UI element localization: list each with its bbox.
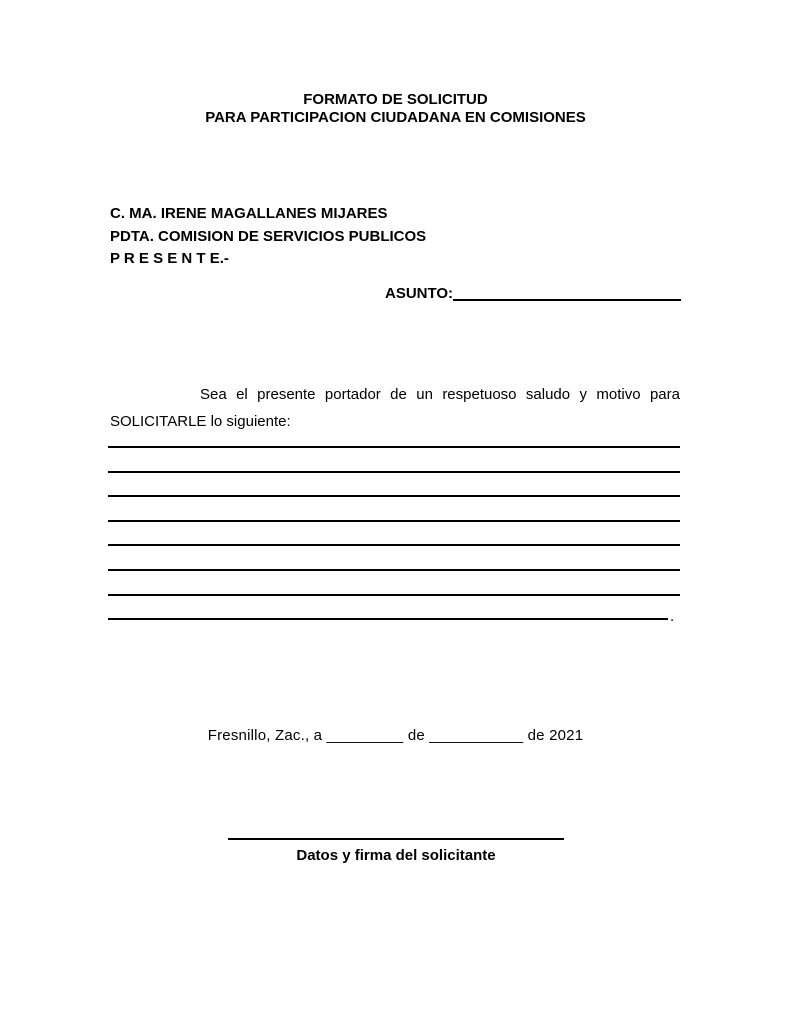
- document-title-line-2: PARA PARTICIPACION CIUDADANA EN COMISIONES: [205, 109, 586, 126]
- trailing-period: .: [670, 608, 675, 626]
- addressee-block: [110, 203, 426, 271]
- writing-line[interactable]: [108, 495, 680, 497]
- subject-blank-field[interactable]: [453, 287, 681, 301]
- body-paragraph-line-2: SOLICITARLE lo siguiente:: [110, 413, 291, 430]
- addressee-name: C. MA. IRENE MAGALLANES MIJARES: [110, 205, 388, 222]
- addressee-position: PDTA. COMISION DE SERVICIOS PUBLICOS: [110, 227, 427, 245]
- signature-line[interactable]: [228, 838, 564, 840]
- signature-caption: Datos y firma del solicitante: [296, 847, 496, 864]
- document-title-line-1: FORMATO DE SOLICITUD: [303, 91, 488, 108]
- body-paragraph: [110, 381, 680, 435]
- writing-line[interactable]: [108, 544, 680, 546]
- body-paragraph-line-1: Sea el presente portador de un respetuoso saludo y motivo para: [200, 386, 680, 403]
- writing-line[interactable]: [108, 569, 680, 571]
- signature-block: [228, 838, 564, 864]
- document-title: [0, 91, 791, 127]
- subject-label: ASUNTO:: [385, 285, 454, 302]
- writing-line[interactable]: [108, 520, 680, 522]
- writing-line[interactable]: [108, 594, 680, 596]
- subject-row: [385, 285, 681, 302]
- request-writing-lines: [108, 446, 680, 626]
- writing-line[interactable]: [108, 471, 680, 473]
- addressee-salutation: P R E S E N T E.-: [110, 250, 229, 267]
- writing-line[interactable]: [108, 608, 675, 626]
- date-line[interactable]: Fresnillo, Zac., a _________ de ___________ de 2021: [207, 727, 584, 744]
- writing-line[interactable]: [108, 446, 680, 448]
